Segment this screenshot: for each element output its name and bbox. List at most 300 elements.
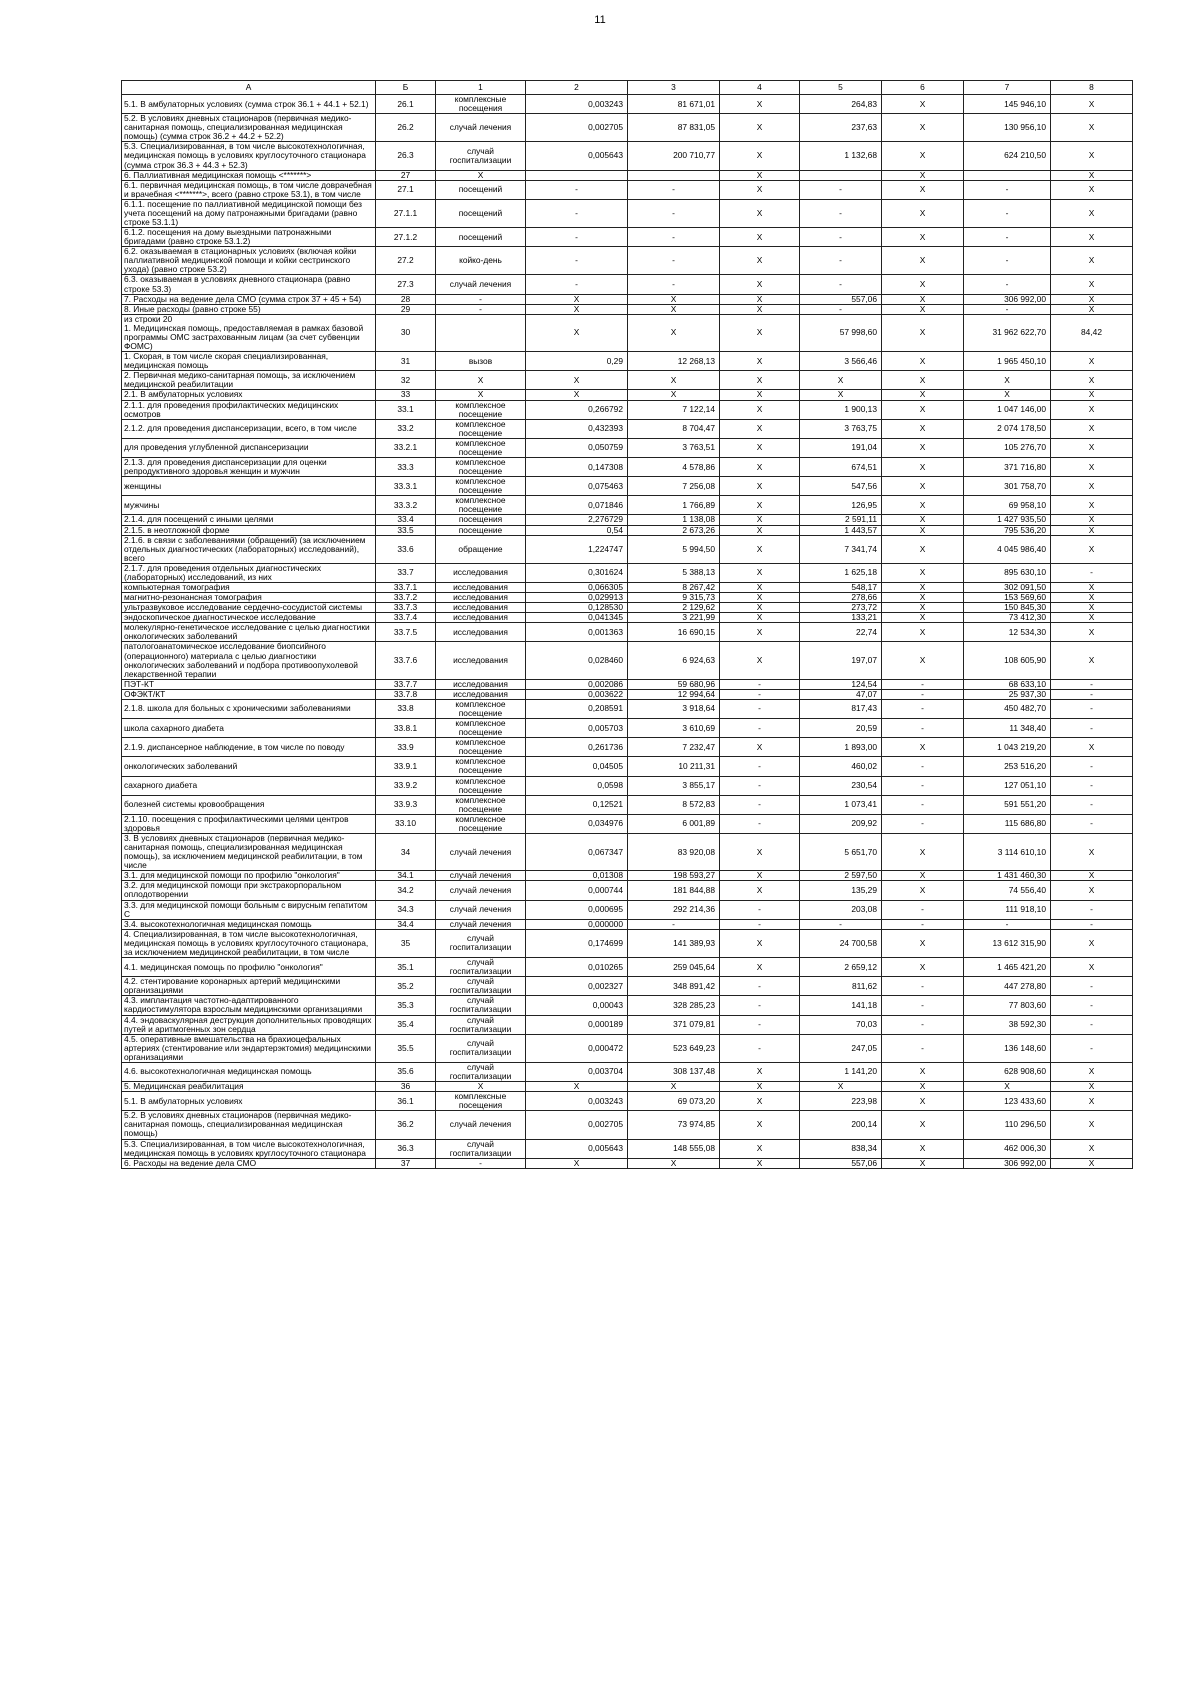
table-cell: Х (720, 563, 800, 582)
table-cell: 35 (376, 929, 436, 957)
table-cell: Х (882, 314, 964, 351)
table-cell: - (628, 228, 720, 247)
table-cell: школа сахарного диабета (122, 719, 376, 738)
table-cell: 3 855,17 (628, 776, 720, 795)
table-cell: 111 918,10 (964, 900, 1051, 919)
table-cell: 811,62 (800, 977, 882, 996)
table-cell: 26.2 (376, 114, 436, 142)
table-cell: - (882, 900, 964, 919)
table-cell: Х (882, 603, 964, 613)
table-cell: Х (720, 275, 800, 294)
table-cell: 35.2 (376, 977, 436, 996)
column-header: 2 (526, 81, 628, 95)
table-row (122, 438, 1133, 457)
table-cell: Х (882, 582, 964, 592)
table-cell: 33.7.5 (376, 623, 436, 642)
table-cell (628, 170, 720, 180)
table-cell: 36 (376, 1082, 436, 1092)
table-cell: 5.2. В условиях дневных стационаров (первичная медико-санитарная помощь, специализированная медицинская помощь) (122, 1111, 376, 1139)
table-cell: 2.1.8. школа для больных с хроническими заболеваниями (122, 699, 376, 718)
table-cell: 3.2. для медицинской помощи при экстракорпоральном оплодотворении (122, 881, 376, 900)
table-cell: 153 569,60 (964, 593, 1051, 603)
table-cell: Х (720, 496, 800, 515)
table-cell: - (882, 757, 964, 776)
table-cell: 1 132,68 (800, 142, 882, 170)
table-cell: 150 845,30 (964, 603, 1051, 613)
table-cell: 123 433,60 (964, 1092, 1051, 1111)
table-cell: 3. В условиях дневных стационаров (первичная медико-санитарная помощь, специализированная медицинская помощь), за исключением медицинской реабилитации, в том числе (122, 834, 376, 871)
table-row (122, 477, 1133, 496)
table-cell: комплексное посещение (436, 400, 526, 419)
table-cell: 9 315,73 (628, 593, 720, 603)
table-wrapper (121, 80, 1132, 1169)
table-cell: посещения (436, 515, 526, 525)
table-cell: 4.2. стентирование коронарных артерий медицинскими организациями (122, 977, 376, 996)
table-cell: 2.1.1. для проведения профилактических медицинских осмотров (122, 400, 376, 419)
table-cell: 33.6 (376, 535, 436, 563)
table-cell: Х (1051, 170, 1133, 180)
table-cell: 105 276,70 (964, 438, 1051, 457)
table-cell: комплексное посещение (436, 457, 526, 476)
table-cell: Х (882, 929, 964, 957)
table-cell: Х (1051, 642, 1133, 679)
table-cell: 33.3 (376, 457, 436, 476)
table-cell: 0,005643 (526, 1139, 628, 1158)
table-cell: - (800, 247, 882, 275)
table-cell: 3.3. для медицинской помощи больным с вирусным гепатитом С (122, 900, 376, 919)
table-row (122, 515, 1133, 525)
table-cell: Х (882, 180, 964, 199)
table-cell: 28 (376, 294, 436, 304)
table-cell: - (1051, 1015, 1133, 1034)
table-row (122, 795, 1133, 814)
table-cell: - (882, 1034, 964, 1062)
table-cell: Х (720, 390, 800, 400)
table-row (122, 776, 1133, 795)
table-cell: 3 763,51 (628, 438, 720, 457)
table-cell: 108 605,90 (964, 642, 1051, 679)
table-cell: эндоскопическое диагностическое исследование (122, 613, 376, 623)
column-header: 1 (436, 81, 526, 95)
table-cell: 1 465 421,20 (964, 958, 1051, 977)
table-cell: 3.1. для медицинской помощи по профилю "онкология" (122, 871, 376, 881)
table-cell: 0,000189 (526, 1015, 628, 1034)
table-cell: 1 047 146,00 (964, 400, 1051, 419)
table-cell: 33.7.3 (376, 603, 436, 613)
table-cell: 7 232,47 (628, 738, 720, 757)
table-cell: 4. Специализированная, в том числе высокотехнологичная, медицинская помощь в условиях круглосуточного стационара, за исключением медицинской реабилитации, в том числе (122, 929, 376, 957)
table-cell: Х (720, 1092, 800, 1111)
table-cell: 27.2 (376, 247, 436, 275)
table-row (122, 419, 1133, 438)
table-row (122, 142, 1133, 170)
table-cell: 1 073,41 (800, 795, 882, 814)
table-row (122, 1092, 1133, 1111)
table-cell: 13 612 315,90 (964, 929, 1051, 957)
table-row (122, 1139, 1133, 1158)
table-cell: патологоанатомическое исследование биопсийного (операционного) материала с целью диагностики онкологических заболеваний и подбора противоопухолевой лекарственной терапии (122, 642, 376, 679)
table-cell: комплексное посещение (436, 419, 526, 438)
table-cell: - (1051, 1034, 1133, 1062)
table-cell: Х (1051, 114, 1133, 142)
table-cell: 5.1. В амбулаторных условиях (сумма строк 36.1 + 44.1 + 52.1) (122, 95, 376, 114)
table-cell: 181 844,88 (628, 881, 720, 900)
table-cell: 0,002086 (526, 679, 628, 689)
table-row (122, 180, 1133, 199)
table-cell: комплексное посещение (436, 738, 526, 757)
table-cell: 628 908,60 (964, 1062, 1051, 1081)
table-cell: Х (720, 438, 800, 457)
table-cell: Х (720, 525, 800, 535)
table-cell: - (720, 719, 800, 738)
table-cell: женщины (122, 477, 376, 496)
column-header: Б (376, 81, 436, 95)
table-cell: - (628, 180, 720, 199)
table-cell: посещений (436, 199, 526, 227)
table-cell: - (1051, 900, 1133, 919)
table-cell: 1. Скорая, в том числе скорая специализированная, медицинская помощь (122, 352, 376, 371)
table-row (122, 114, 1133, 142)
table-cell: 3.4. высокотехнологичная медицинская помощь (122, 919, 376, 929)
table-cell: - (436, 294, 526, 304)
table-cell: Х (1051, 352, 1133, 371)
table-cell: 33.4 (376, 515, 436, 525)
column-header: 5 (800, 81, 882, 95)
table-cell: - (882, 679, 964, 689)
table-cell: - (526, 247, 628, 275)
table-cell: Х (628, 1158, 720, 1168)
table-cell: Х (882, 1139, 964, 1158)
table-cell: 24 700,58 (800, 929, 882, 957)
table-cell: 69 958,10 (964, 496, 1051, 515)
table-cell: 26.3 (376, 142, 436, 170)
table-cell: 0,034976 (526, 814, 628, 833)
table-cell: Х (964, 390, 1051, 400)
table-cell: 0,04505 (526, 757, 628, 776)
table-cell: 33.2 (376, 419, 436, 438)
table-cell: Х (882, 515, 964, 525)
header-row (122, 81, 1133, 95)
table-cell: 0,002705 (526, 1111, 628, 1139)
table-cell: - (720, 679, 800, 689)
column-header: 4 (720, 81, 800, 95)
table-cell: Х (720, 613, 800, 623)
table-cell: 817,43 (800, 699, 882, 718)
table-cell: 0,208591 (526, 699, 628, 718)
table-cell: магнитно-резонансная томография (122, 593, 376, 603)
table-cell: - (526, 228, 628, 247)
table-cell: Х (628, 1082, 720, 1092)
table-cell: 7. Расходы на ведение дела СМО (сумма строк 37 + 45 + 54) (122, 294, 376, 304)
table-cell: 33.7.7 (376, 679, 436, 689)
table-cell: Х (882, 593, 964, 603)
table-cell: исследования (436, 642, 526, 679)
table-cell: 4.6. высокотехнологичная медицинская помощь (122, 1062, 376, 1081)
table-cell: Х (882, 623, 964, 642)
table-cell: 0,29 (526, 352, 628, 371)
table-cell: - (964, 228, 1051, 247)
table-cell: 838,34 (800, 1139, 882, 1158)
table-cell: исследования (436, 563, 526, 582)
table-row (122, 689, 1133, 699)
table-cell: 557,06 (800, 294, 882, 304)
table-cell: 68 633,10 (964, 679, 1051, 689)
table-cell: Х (720, 170, 800, 180)
table-cell: Х (882, 563, 964, 582)
table-cell: 115 686,80 (964, 814, 1051, 833)
table-row (122, 247, 1133, 275)
table-cell: 209,92 (800, 814, 882, 833)
table-cell: - (628, 247, 720, 275)
table-cell: - (720, 919, 800, 929)
column-header: А (122, 81, 376, 95)
table-cell: 3 763,75 (800, 419, 882, 438)
table-cell: случай госпитализации (436, 1062, 526, 1081)
table-cell (436, 314, 526, 351)
column-header: 7 (964, 81, 1051, 95)
table-cell: Х (882, 438, 964, 457)
table-cell: 35.1 (376, 958, 436, 977)
table-cell: 12 268,13 (628, 352, 720, 371)
table-cell: - (800, 304, 882, 314)
table-cell: 460,02 (800, 757, 882, 776)
table-cell: 6.2. оказываемая в стационарных условиях (включая койки паллиативной медицинской помощи и койки сестринского ухода) (равно строке 53.2) (122, 247, 376, 275)
table-cell: 2.1.5. в неотложной форме (122, 525, 376, 535)
table-cell: 69 073,20 (628, 1092, 720, 1111)
table-cell: Х (628, 294, 720, 304)
table-cell: ОФЭКТ/КТ (122, 689, 376, 699)
table-row (122, 400, 1133, 419)
table-cell: 0,000000 (526, 919, 628, 929)
table-row (122, 304, 1133, 314)
table-cell: 33.7 (376, 563, 436, 582)
table-cell: Х (1051, 603, 1133, 613)
table-cell: Х (1051, 535, 1133, 563)
table-cell: 273,72 (800, 603, 882, 613)
table-row (122, 371, 1133, 390)
table-cell: 1 431 460,30 (964, 871, 1051, 881)
table-cell: 2.1.7. для проведения отдельных диагностических (лабораторных) исследований, из них (122, 563, 376, 582)
table-cell: 8 704,47 (628, 419, 720, 438)
table-cell: Х (882, 958, 964, 977)
page-number: 11 (594, 14, 606, 26)
table-cell: 2.1.3. для проведения диспансеризации для оценки репродуктивного здоровья женщин и мужчин (122, 457, 376, 476)
table-cell: 32 (376, 371, 436, 390)
table-cell: 8 267,42 (628, 582, 720, 592)
table-cell: - (882, 699, 964, 718)
table-cell: 6. Расходы на ведение дела СМО (122, 1158, 376, 1168)
table-cell: - (882, 689, 964, 699)
table-cell: Х (882, 535, 964, 563)
table-cell: 302 091,50 (964, 582, 1051, 592)
table-cell: 33.3.2 (376, 496, 436, 515)
table-cell: 10 211,31 (628, 757, 720, 776)
table-cell: - (882, 795, 964, 814)
table-cell: исследования (436, 603, 526, 613)
table-cell: Х (720, 180, 800, 199)
table-cell: Х (882, 738, 964, 757)
table-cell: исследования (436, 593, 526, 603)
table-cell: - (1051, 919, 1133, 929)
table-cell: 0,54 (526, 525, 628, 535)
table-cell: - (720, 900, 800, 919)
table-cell: 3 566,46 (800, 352, 882, 371)
table-cell: 0,028460 (526, 642, 628, 679)
table-cell: Х (800, 1082, 882, 1092)
table-cell: случай госпитализации (436, 1034, 526, 1062)
table-cell: исследования (436, 613, 526, 623)
table-cell: 0,261736 (526, 738, 628, 757)
table-cell: Х (964, 371, 1051, 390)
table-row (122, 275, 1133, 294)
table-cell: 27.1.1 (376, 199, 436, 227)
table-cell: исследования (436, 689, 526, 699)
table-row (122, 390, 1133, 400)
table-cell: случай госпитализации (436, 142, 526, 170)
table-cell: 200 710,77 (628, 142, 720, 170)
table-cell: 38 592,30 (964, 1015, 1051, 1034)
table-cell: 11 348,40 (964, 719, 1051, 738)
table-cell: 27.1.2 (376, 228, 436, 247)
table-cell: 126,95 (800, 496, 882, 515)
table-cell: 16 690,15 (628, 623, 720, 642)
table-row (122, 1158, 1133, 1168)
table-cell: - (720, 1034, 800, 1062)
table-cell: Х (720, 1111, 800, 1139)
table-cell: 133,21 (800, 613, 882, 623)
table-row (122, 314, 1133, 351)
table-cell: 22,74 (800, 623, 882, 642)
table-cell: 674,51 (800, 457, 882, 476)
table-cell: 33.1 (376, 400, 436, 419)
table-row (122, 613, 1133, 623)
table-cell: Х (882, 294, 964, 304)
table-cell: - (882, 719, 964, 738)
table-cell: Х (720, 352, 800, 371)
table-cell: - (882, 776, 964, 795)
table-cell: 223,98 (800, 1092, 882, 1111)
table-cell: комплексное посещение (436, 757, 526, 776)
table-cell: 141,18 (800, 996, 882, 1015)
table-cell: Х (720, 477, 800, 496)
table-cell: Х (720, 738, 800, 757)
table-cell: 34.4 (376, 919, 436, 929)
table-cell: 795 536,20 (964, 525, 1051, 535)
table-cell: Х (882, 275, 964, 294)
table-cell: 135,29 (800, 881, 882, 900)
table-cell: 2.1. В амбулаторных условиях (122, 390, 376, 400)
table-cell: 33.3.1 (376, 477, 436, 496)
table-cell: Х (882, 613, 964, 623)
table-cell: 124,54 (800, 679, 882, 689)
table-cell: Х (1051, 1158, 1133, 1168)
table-cell: ПЭТ-КТ (122, 679, 376, 689)
table-cell: Х (720, 114, 800, 142)
table-cell: 0,003622 (526, 689, 628, 699)
table-cell: Х (720, 871, 800, 881)
table-cell: случай госпитализации (436, 996, 526, 1015)
table-cell: из строки 20 1. Медицинская помощь, предоставляемая в рамках базовой программы ОМС застрахованным лицам (за счет субвенции ФОМС) (122, 314, 376, 351)
table-cell: 371 079,81 (628, 1015, 720, 1034)
table-cell: - (720, 996, 800, 1015)
table-cell: 6.1. первичная медицинская помощь, в том числе доврачебная и врачебная <*******>, всего (равно строке 53.1), в том числе (122, 180, 376, 199)
table-cell: Х (720, 142, 800, 170)
table-cell: 198 593,27 (628, 871, 720, 881)
table-cell: 0,067347 (526, 834, 628, 871)
table-cell: 35.3 (376, 996, 436, 1015)
table-cell: 1 141,20 (800, 1062, 882, 1081)
table-cell: 145 946,10 (964, 95, 1051, 114)
table-cell: 3 610,69 (628, 719, 720, 738)
table-cell: обращение (436, 535, 526, 563)
table-row (122, 352, 1133, 371)
table-cell: - (1051, 977, 1133, 996)
table-row (122, 603, 1133, 613)
table-cell: случай госпитализации (436, 977, 526, 996)
table-cell: 34 (376, 834, 436, 871)
table-cell: комплексное посещение (436, 795, 526, 814)
table-cell: - (628, 919, 720, 929)
table-cell: 6.1.1. посещение по паллиативной медицинской помощи без учета посещений на дому патронажными бригадами (равно строке 53.1.1) (122, 199, 376, 227)
table-cell: 1 443,57 (800, 525, 882, 535)
table-cell: 3 114 610,10 (964, 834, 1051, 871)
table-row (122, 881, 1133, 900)
table-cell: 4 045 986,40 (964, 535, 1051, 563)
table-cell: 141 389,93 (628, 929, 720, 957)
table-cell: 247,05 (800, 1034, 882, 1062)
table-cell: Х (720, 457, 800, 476)
table-cell: - (1051, 776, 1133, 795)
table-cell: комплексное посещение (436, 776, 526, 795)
table-cell: 2 129,62 (628, 603, 720, 613)
table-cell: 2 673,26 (628, 525, 720, 535)
table-cell: 2 591,11 (800, 515, 882, 525)
table-row (122, 294, 1133, 304)
table-cell: Х (720, 419, 800, 438)
table-cell: 308 137,48 (628, 1062, 720, 1081)
table-cell: 70,03 (800, 1015, 882, 1034)
table-cell: случай лечения (436, 1111, 526, 1139)
table-cell: - (720, 795, 800, 814)
table-cell: Х (720, 1158, 800, 1168)
table-cell: Х (720, 1082, 800, 1092)
table-cell: Х (526, 314, 628, 351)
table-cell: 5 388,13 (628, 563, 720, 582)
table-cell: 7 341,74 (800, 535, 882, 563)
table-cell: 0,071846 (526, 496, 628, 515)
table-cell: 33 (376, 390, 436, 400)
table-row (122, 929, 1133, 957)
table-cell: - (720, 776, 800, 795)
table-cell: - (526, 275, 628, 294)
table-cell: 0,003704 (526, 1062, 628, 1081)
table-cell: 547,56 (800, 477, 882, 496)
table-cell: Х (1051, 738, 1133, 757)
table-cell: случай лечения (436, 919, 526, 929)
table-cell: 557,06 (800, 1158, 882, 1168)
table-cell: - (526, 180, 628, 199)
table-cell: Х (720, 247, 800, 275)
table-cell: 4 578,86 (628, 457, 720, 476)
table-cell: 33.10 (376, 814, 436, 833)
table-cell: 33.7.6 (376, 642, 436, 679)
table-cell: 20,59 (800, 719, 882, 738)
table-cell: 33.9.3 (376, 795, 436, 814)
table-cell: - (882, 1015, 964, 1034)
table-cell: 3 221,99 (628, 613, 720, 623)
table-row (122, 814, 1133, 833)
table-cell: Х (882, 457, 964, 476)
